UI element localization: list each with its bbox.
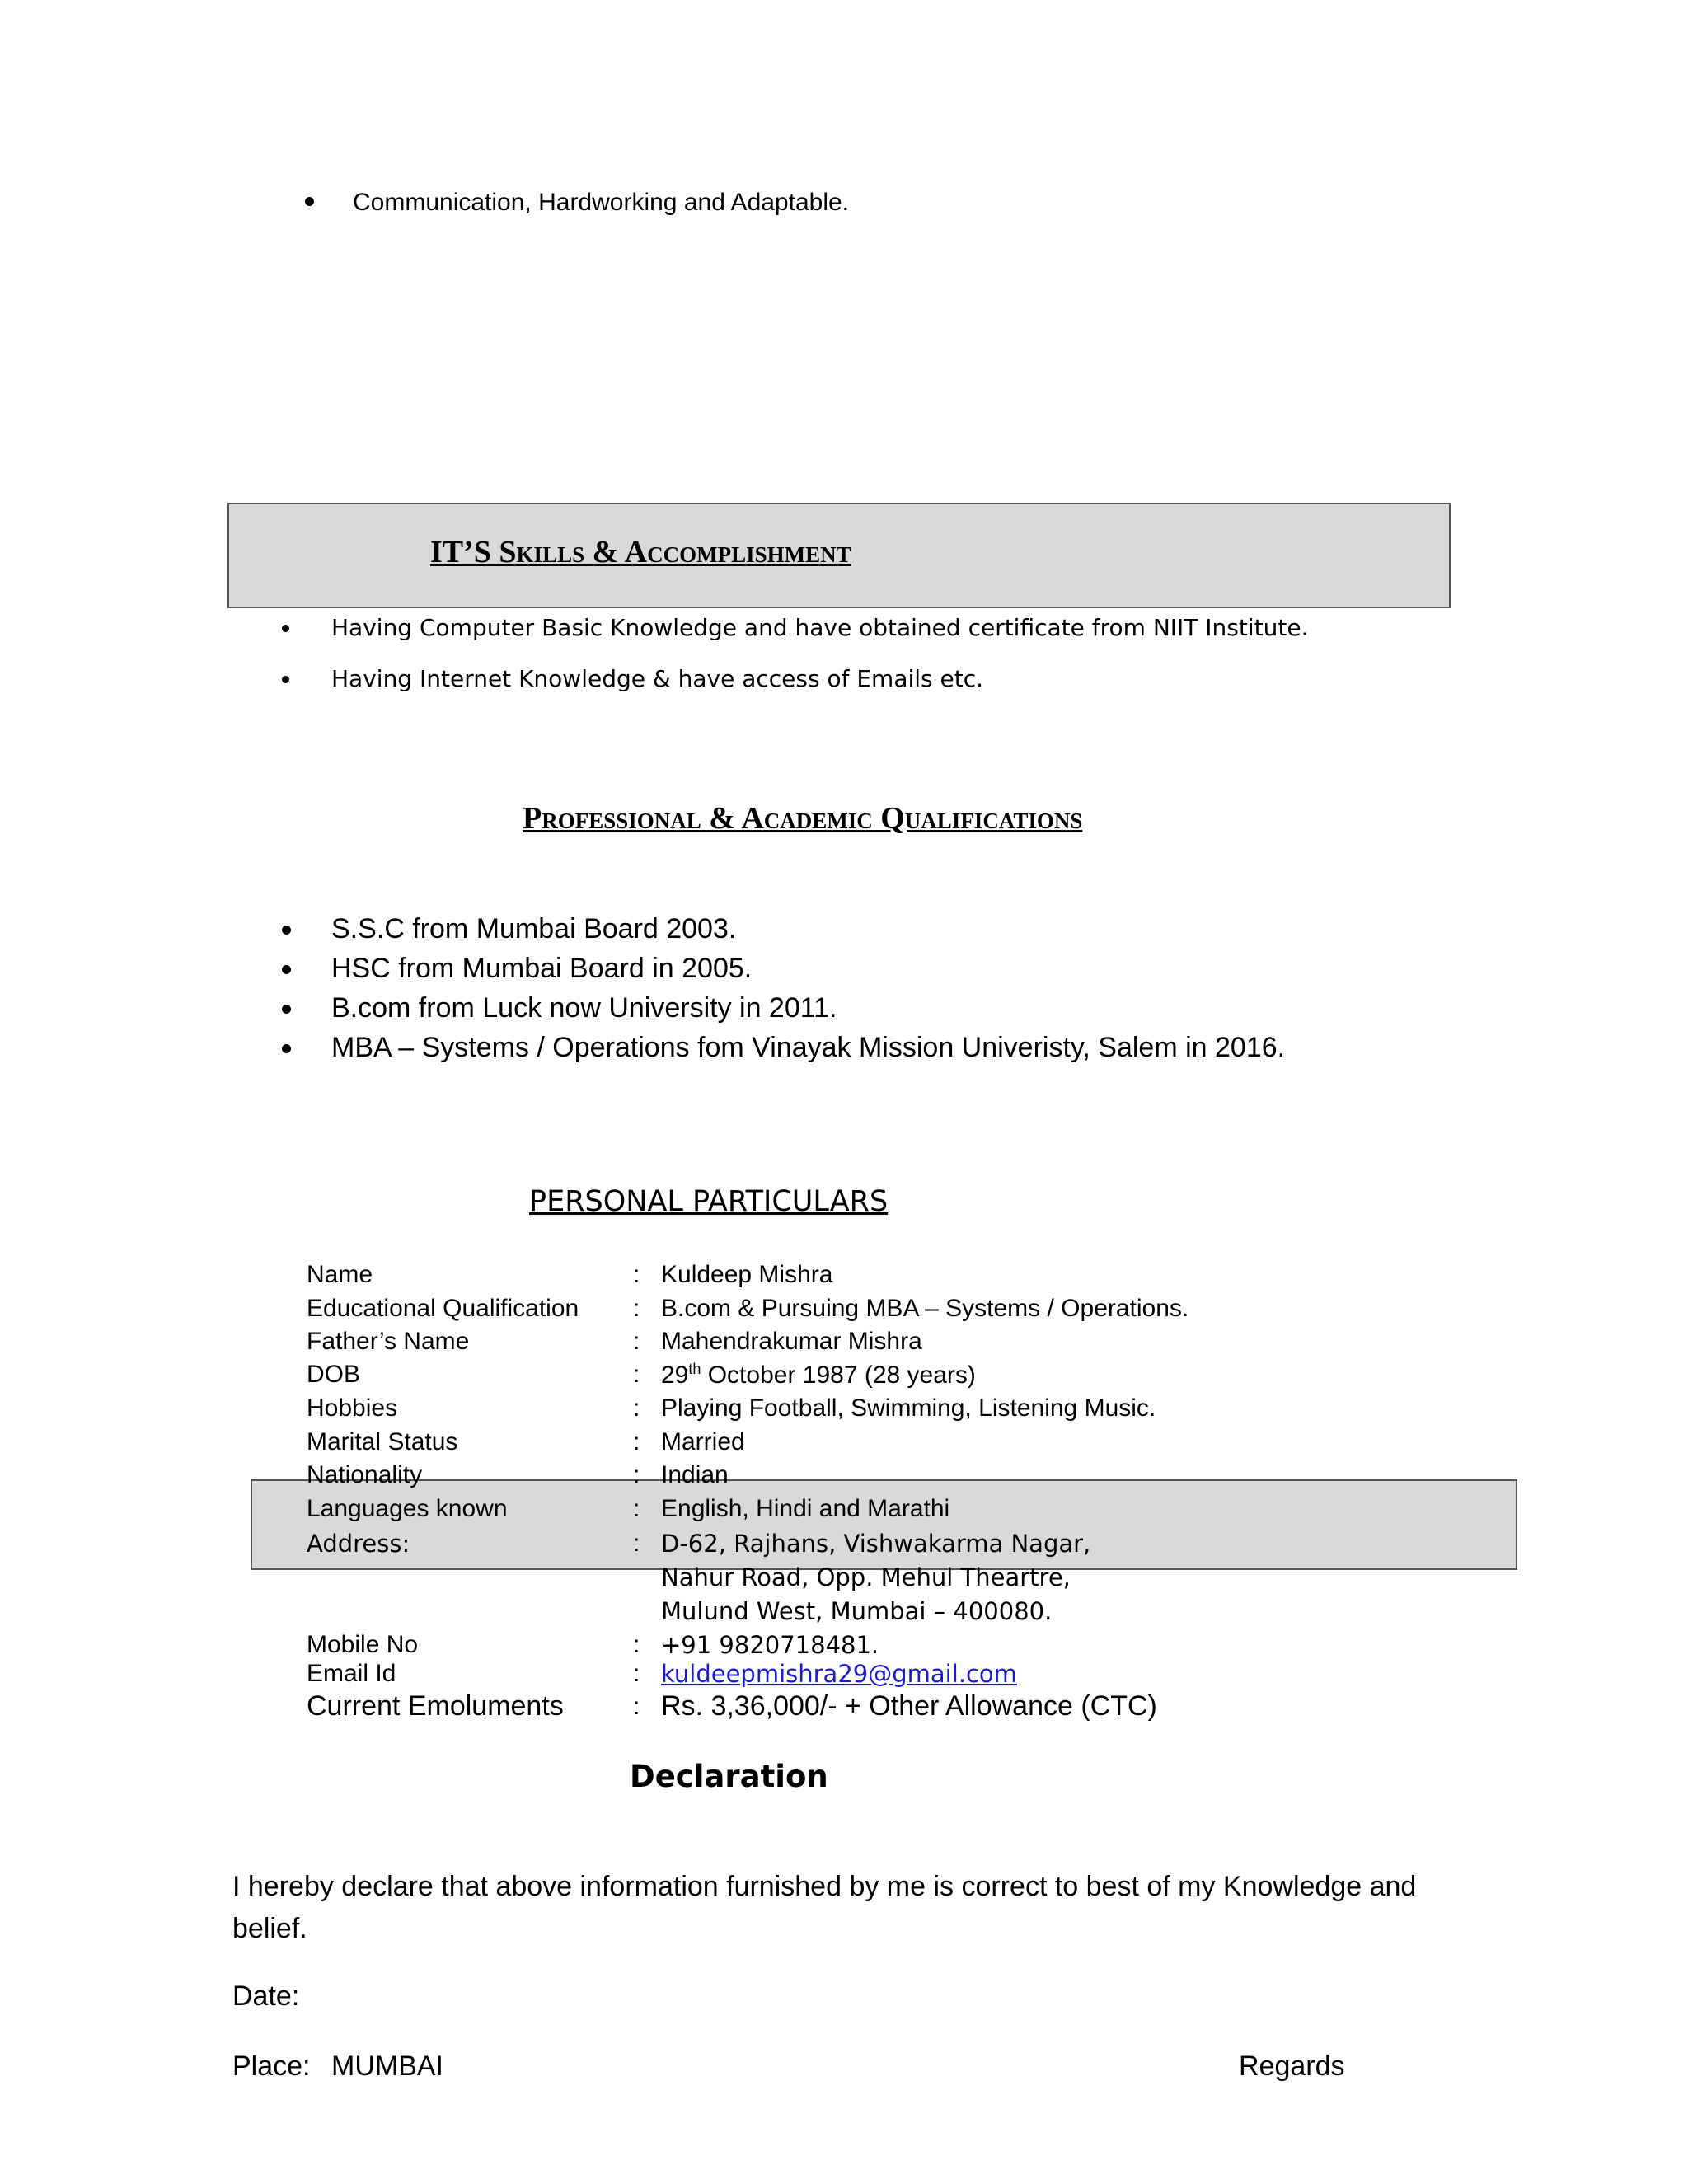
date-label: Date:: [232, 1980, 300, 2012]
declaration-text: I hereby declare that above information furnished by me is correct to best of my Knowledge and belief.: [232, 1871, 1417, 1944]
hobbies-value: Playing Football, Swimming, Listening Music.: [661, 1394, 1156, 1422]
emoluments-value: Rs. 3,36,000/- + Other Allowance (CTC): [661, 1690, 1157, 1722]
hobbies-label: Hobbies: [307, 1394, 398, 1422]
name-label: Name: [307, 1261, 373, 1288]
personal-heading: PERSONAL PARTICULARS: [529, 1185, 889, 1218]
bullet-icon: [282, 926, 291, 935]
marital-label: Marital Status: [307, 1428, 458, 1455]
address-line: Mulund West, Mumbai – 400080.: [661, 1597, 1053, 1625]
emoluments-label: Current Emoluments: [307, 1690, 564, 1722]
address-label: Address:: [307, 1530, 410, 1558]
qualification-item: MBA – Systems / Operations fom Vinayak Mission Univeristy, Salem in 2016.: [331, 1032, 1286, 1063]
bullet-icon: [282, 965, 291, 974]
qualifications-heading: Professional & Academic Qualifications: [523, 801, 1083, 836]
bullet-icon: [282, 676, 289, 683]
separator: :: [633, 1428, 640, 1455]
languages-label: Languages known: [307, 1495, 508, 1522]
mobile-label: Mobile No: [307, 1631, 419, 1658]
separator: :: [633, 1361, 640, 1388]
separator: :: [633, 1530, 640, 1557]
dob-suffix: th: [688, 1361, 701, 1377]
marital-value: Married: [661, 1428, 745, 1455]
separator: :: [633, 1461, 640, 1488]
qualification-item: HSC from Mumbai Board in 2005.: [331, 953, 753, 984]
qualification-item: S.S.C from Mumbai Board 2003.: [331, 913, 737, 944]
qualification-item: B.com from Luck now University in 2011.: [331, 992, 837, 1024]
dob-value: [661, 1361, 976, 1390]
nationality-value: Indian: [661, 1461, 729, 1488]
dob-rest: October 1987 (28 years): [701, 1361, 976, 1389]
separator: :: [633, 1328, 640, 1355]
it-skill-item: Having Internet Knowledge & have access of Emails etc.: [331, 665, 984, 692]
regards-text: Regards: [1239, 2050, 1345, 2082]
place-label: Place:: [232, 2050, 311, 2082]
place-value: MUMBAI: [331, 2050, 443, 2082]
bullet-icon: [282, 1044, 291, 1053]
edu-value: B.com & Pursuing MBA – Systems / Operations.: [661, 1295, 1189, 1322]
bullet-icon: [282, 625, 289, 632]
father-value: Mahendrakumar Mishra: [661, 1328, 922, 1355]
separator: :: [633, 1631, 640, 1658]
mobile-value: +91 9820718481.: [661, 1631, 879, 1659]
languages-value: English, Hindi and Marathi: [661, 1495, 950, 1522]
separator: :: [633, 1261, 640, 1288]
it-skill-item: Having Computer Basic Knowledge and have obtained certificate from NIIT Institute.: [331, 614, 1309, 641]
separator: :: [633, 1295, 640, 1322]
email-link[interactable]: kuldeepmishra29@gmail.com: [661, 1660, 1017, 1688]
email-label: Email Id: [307, 1660, 396, 1687]
separator: :: [633, 1660, 640, 1687]
bullet-icon: [305, 197, 314, 206]
it-skills-heading: IT’S Skills & Accomplishment: [430, 535, 851, 569]
name-value: Kuldeep Mishra: [661, 1261, 833, 1288]
address-line: D-62, Rajhans, Vishwakarma Nagar,: [661, 1530, 1091, 1558]
father-label: Father’s Name: [307, 1328, 470, 1355]
separator: :: [633, 1693, 640, 1720]
edu-label: Educational Qualification: [307, 1295, 579, 1322]
separator: :: [633, 1394, 640, 1422]
declaration-heading: Declaration: [630, 1759, 828, 1794]
bullet-icon: [282, 1005, 291, 1014]
address-line: Nahur Road, Opp. Mehul Theartre,: [661, 1563, 1071, 1591]
separator: :: [633, 1495, 640, 1522]
nationality-label: Nationality: [307, 1461, 423, 1488]
top-bullet-text: Communication, Hardworking and Adaptable.: [353, 189, 850, 216]
dob-label: DOB: [307, 1361, 361, 1388]
dob-day: 29: [661, 1361, 689, 1389]
